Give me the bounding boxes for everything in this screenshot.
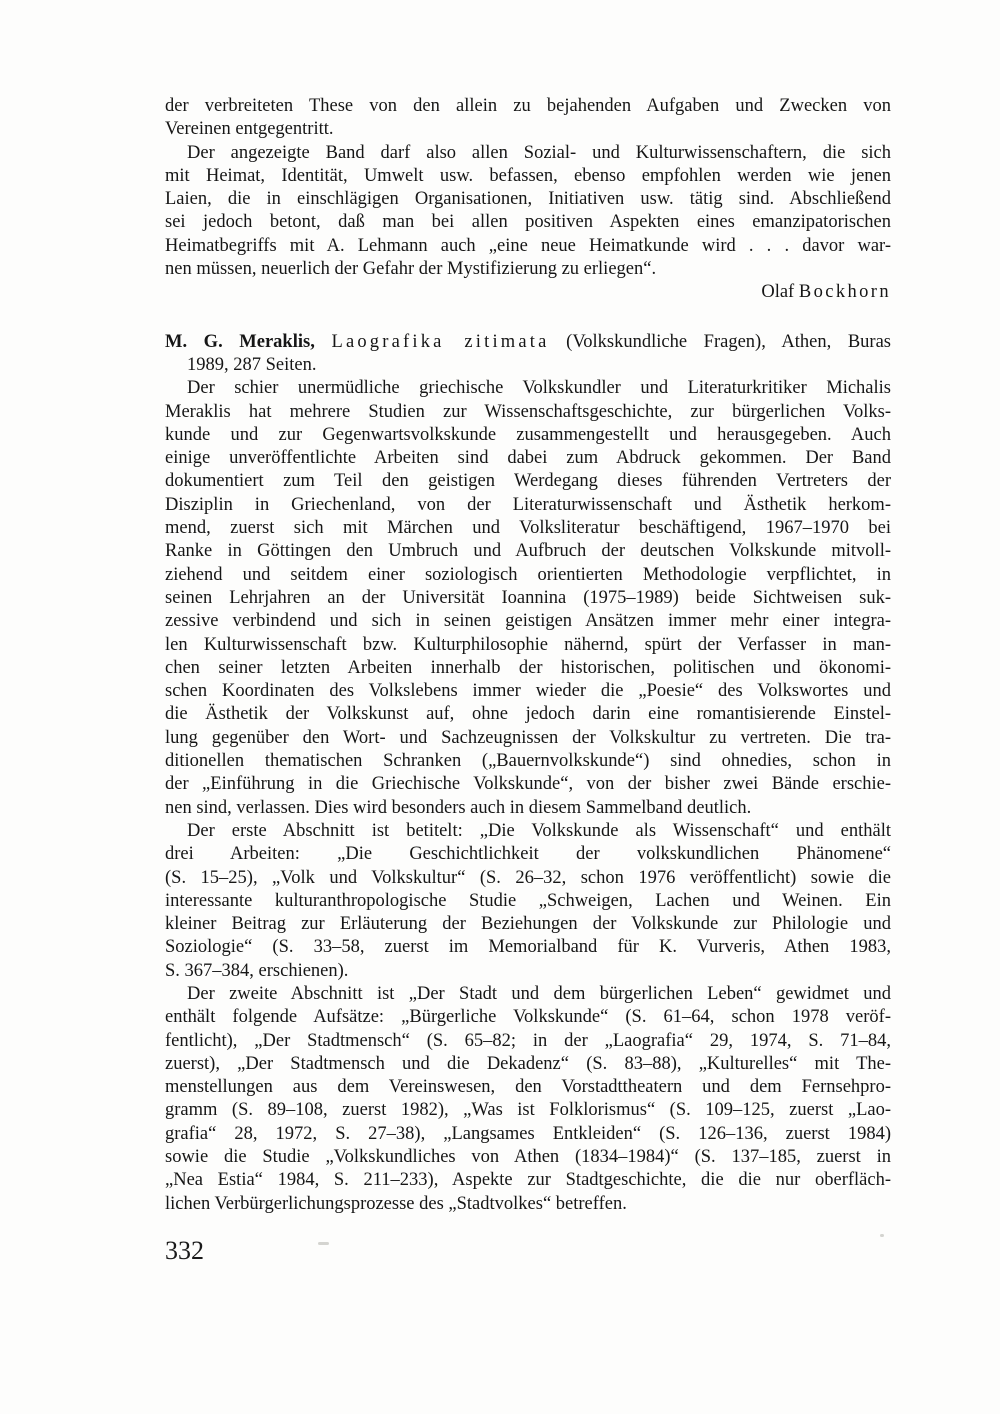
text-line: ditionellen thematischen Schranken („Bauernvolkskunde“) sind ohnedies, schon in [165,751,891,772]
paragraph [165,820,891,983]
text-line: Soziologie“ (S. 33–58, zuerst im Memorialband für K. Vurveris, Athen 1983, [165,937,891,958]
text-line: S. 367–384, erschienen). [165,960,349,981]
paragraph [165,142,891,282]
signature-text: Bockhorn [798,282,891,303]
citation-line [165,331,891,354]
text-line: der „Einführung in die Griechische Volkskunde“, von der bisher zwei Bände erschie- [165,774,891,795]
citation-line: 1989, 287 Seiten. [187,354,317,375]
paragraph [165,983,891,1216]
text-line: Der schier unermüdliche griechische Volkskundler und Literaturkritiker Michalis [187,378,891,399]
signature-text: Olaf [761,282,799,303]
text-line: Heimatbegriffs mit A. Lehmann auch „eine neue Heimatkunde wird . . . davor war- [165,235,891,256]
text-column [165,95,891,1216]
text-line: ziehend und seitdem einer soziologisch orientierten Methodologie verpflichtet, in [165,564,891,585]
paragraph [165,95,891,142]
scan-artifact [880,1234,884,1237]
text-line: mit Heimat, Identität, Umwelt usw. befassen, ebenso empfohlen werden wie jenen [165,165,891,186]
text-line: enthält folgende Aufsätze: „Bürgerliche Volkskunde“ (S. 61–64, schon 1978 veröf- [165,1007,891,1028]
text-line: drei Arbeiten: „Die Geschichtlichkeit der volkskundlichen Phänomene“ [165,844,891,865]
text-line: Der zweite Abschnitt ist „Der Stadt und dem bürgerlichen Leben“ gewidmet und [187,983,891,1004]
text-line: „Nea Estia“ 1984, S. 211–233), Aspekte zur Stadtgeschichte, die die nur oberfläch- [165,1170,891,1191]
text-line: menstellungen aus dem Vereinswesen, den Vorstadttheatern und dem Fernsehpro- [165,1077,891,1098]
text-line: nen sind, verlassen. Dies wird besonders auch in diesem Sammelband deutlich. [165,797,752,818]
text-line: interessante kulturanthropologische Studie „Schweigen, Lachen und Weinen. Ein [165,890,891,911]
text-line: einige unveröffentlichte Arbeiten sind dabei zum Abdruck gekommen. Der Band [165,448,891,469]
text-line: Ranke in Göttingen den Umbruch und Aufbruch der deutschen Volkskunde mitvoll- [165,541,891,562]
text-line: sowie die Studie „Volkskundliches von Athen (1834–1984)“ (S. 137–185, zuerst in [165,1147,891,1168]
page-number: 332 [165,1236,204,1265]
paragraph [165,377,891,820]
reviewer-signature [165,281,891,304]
text-line: zuerst), „Der Stadtmensch und die Dekadenz“ (S. 83–88), „Kulturelles“ mit The- [165,1053,891,1074]
text-line: der verbreiteten These von den allein zu bejahenden Aufgaben und Zwecken von [165,96,891,116]
text-line: Laien, die in einschlägigen Organisationen, Initiativen usw. tätig sind. Abschließend [165,189,891,210]
text-line: mend, zuerst sich mit Märchen und Volksliteratur beschäftigend, 1967–1970 bei [165,518,891,539]
text-line: sei jedoch betont, daß man bei allen positiven Aspekten eines emanzipatorischen [165,212,891,233]
text-line: fentlicht), „Der Stadtmensch“ (S. 65–82; in der „Laografia“ 29, 1974, S. 71–84, [165,1030,891,1051]
text-line: Disziplin in Griechenland, von der Literaturwissenschaft und Ästhetik herkom- [165,494,891,515]
text-line: Meraklis hat mehrere Studien zur Wissenschaftsgeschichte, zur bürgerlichen Volks- [165,401,891,422]
text-line: (S. 15–25), „Volk und Volkskultur“ (S. 26–32, schon 1976 veröffentlicht) sowie die [165,867,891,888]
text-line: kleiner Beitrag zur Erläuterung der Beziehungen der Volkskunde zur Philologie und [165,914,891,935]
text-line: Der erste Abschnitt ist betitelt: „Die Volkskunde als Wissenschaft“ und enthält [187,820,891,841]
text-line: schen Koordinaten des Volkslebens immer wieder die „Poesie“ des Volkswortes und [165,681,891,702]
text-line: seinen Lehrjahren an der Universität Ioannina (1975–1989) beide Sichtweisen suk- [165,587,891,608]
text-line: kunde und zur Gegenwartsvolkskunde zusammengestellt und herausgegeben. Auch [165,424,891,445]
review-citation [165,331,891,378]
citation-text: Laografika zitimata [331,331,550,352]
citation-text [315,332,332,352]
text-line: zessive verbindend und sich in seinen geistigen Ansätzen immer mehr einer integra- [165,611,891,632]
text-line: nen müssen, neuerlich der Gefahr der Mystifizierung zu erliegen“. [165,259,657,280]
text-line: dokumentiert zum Teil den geistigen Werdegang dieses führenden Vertreters der [165,471,891,492]
text-line: chen seiner letzten Arbeiten innerhalb der historischen, politischen und ökonomi- [165,657,891,678]
citation-text: (Volkskundliche Fragen), Athen, Buras [549,331,892,352]
text-line: Der angezeigte Band darf also allen Sozial- und Kulturwissenschaftern, die sich [187,142,891,163]
text-line: len Kulturwissenschaft bzw. Kulturphilosophie nähernd, spürt der Verfasser in man- [165,634,891,655]
text-line: grafia“ 28, 1972, S. 27–38), „Langsames Entkleiden“ (S. 126–136, zuerst 1984) [165,1123,891,1144]
text-line: die Ästhetik der Volkskunst auf, ohne jedoch darin eine romantisierende Einstel- [165,704,891,725]
text-line: Vereinen entgegentritt. [165,119,334,140]
text-line: lung gegenüber den Wort- und Sachzeugnissen der Volkskultur zu vertreten. Die tra- [165,727,891,748]
text-line: lichen Verbürgerlichungsprozesse des „Stadtvolkes“ betreffen. [165,1193,627,1214]
author-name: M. G. Meraklis, [165,331,315,352]
scan-artifact [318,1242,329,1245]
text-line: gramm (S. 89–108, zuerst 1982), „Was ist Folklorismus“ (S. 109–125, zuerst „Lao- [165,1100,891,1121]
